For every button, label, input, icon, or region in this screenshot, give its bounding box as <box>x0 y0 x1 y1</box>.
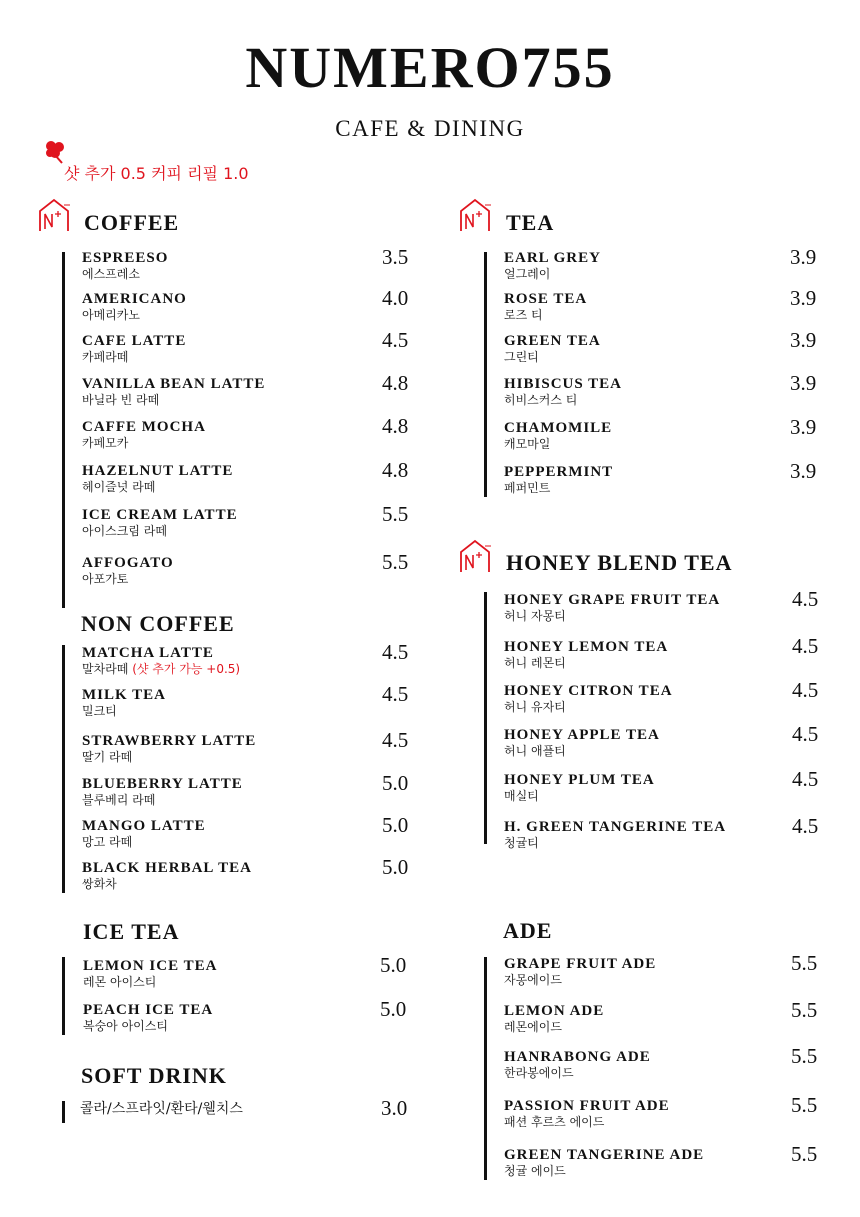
menu-item <box>82 249 168 282</box>
menu-item-korean-name: 블루베리 라떼 <box>82 793 156 807</box>
menu-item-price: 4.5 <box>792 767 819 791</box>
menu-item <box>80 1100 243 1118</box>
menu-item-korean-name: 레몬 아이스티 <box>83 975 157 989</box>
menu-item-korean-name: 캐모마일 <box>504 437 551 451</box>
menu-item-korean-name: 그린티 <box>504 350 539 364</box>
menu-item-korean-name: 로즈 티 <box>504 308 543 322</box>
menu-item <box>504 818 726 851</box>
menu-item-price: 5.5 <box>791 951 818 975</box>
menu-item-price: 4.5 <box>382 682 409 706</box>
menu-item-name: HONEY GRAPE FRUIT TEA <box>504 592 721 608</box>
menu-item-korean-name: 말차라떼 (샷 추가 가능 +0.5) <box>82 662 241 676</box>
menu-item-korean-name: 패션 후르츠 에이드 <box>504 1115 605 1129</box>
menu-item-korean-name: 얼그레이 <box>504 267 551 281</box>
section-title-soft-drink: SOFT DRINK <box>81 1063 227 1088</box>
section-title-honey: HONEY BLEND TEA <box>506 550 733 575</box>
menu-item-name: CAFE LATTE <box>82 333 187 349</box>
menu-item-korean-name: 레몬에이드 <box>504 1020 562 1034</box>
menu-item-name: HONEY APPLE TEA <box>504 727 660 743</box>
menu-item-name: PASSION FRUIT ADE <box>504 1098 670 1114</box>
section-divider-bar <box>62 645 65 893</box>
menu-item-name: BLACK HERBAL TEA <box>82 860 252 876</box>
menu-item-name: HAZELNUT LATTE <box>82 463 234 479</box>
section-title-ice-tea: ICE TEA <box>83 919 180 944</box>
house-logo-icon <box>457 197 493 233</box>
menu-item-name: ICE CREAM LATTE <box>82 507 238 523</box>
menu-item-price: 4.8 <box>382 414 409 438</box>
menu-item <box>504 726 660 759</box>
menu-item <box>504 1097 670 1130</box>
menu-item-name: LEMON ICE TEA <box>83 958 218 974</box>
menu-item-name: ESPREESO <box>82 250 169 266</box>
menu-item-note: (샷 추가 가능 +0.5) <box>128 662 241 676</box>
section-divider-bar <box>484 957 487 1180</box>
menu-item-korean-name: 밀크티 <box>82 704 117 718</box>
section-divider-bar <box>484 252 487 497</box>
menu-item-korean-name: 에스프레소 <box>82 267 140 281</box>
menu-item <box>82 554 174 587</box>
menu-item-price: 5.5 <box>791 1142 818 1166</box>
menu-item-name: GRAPE FRUIT ADE <box>504 956 657 972</box>
menu-item-name: GREEN TANGERINE ADE <box>504 1147 705 1163</box>
menu-item <box>82 462 233 495</box>
menu-item <box>504 955 656 988</box>
menu-item-korean-name: 아포가토 <box>82 572 129 586</box>
menu-item <box>504 375 622 408</box>
menu-item-price: 4.5 <box>382 328 409 352</box>
menu-item-korean-name: 매실티 <box>504 789 539 803</box>
menu-item <box>504 638 668 671</box>
menu-item-name: GREEN TEA <box>504 333 601 349</box>
menu-item-korean-name: 바닐라 빈 라떼 <box>82 393 160 407</box>
section-divider-bar <box>62 1101 65 1123</box>
menu-item-name: BLUEBERRY LATTE <box>82 776 243 792</box>
menu-item-korean-name: 허니 애플티 <box>504 744 566 758</box>
menu-item-price: 3.9 <box>790 286 817 310</box>
section-title-tea: TEA <box>506 210 555 235</box>
menu-item-price: 4.5 <box>792 814 819 838</box>
menu-item <box>82 817 206 850</box>
menu-item-korean-name: 청귤티 <box>504 836 539 850</box>
menu-item <box>83 1001 213 1034</box>
menu-item-price: 5.5 <box>382 502 409 526</box>
menu-item-price: 4.5 <box>382 640 409 664</box>
menu-item-price: 5.0 <box>382 813 409 837</box>
menu-item <box>82 644 240 677</box>
menu-item <box>504 290 587 323</box>
menu-item-name: HONEY PLUM TEA <box>504 772 655 788</box>
menu-item <box>504 1146 704 1179</box>
menu-item-korean-name: 복숭아 아이스티 <box>83 1019 168 1033</box>
menu-item-price: 4.5 <box>792 634 819 658</box>
menu-item-price: 4.8 <box>382 371 409 395</box>
menu-item-name: EARL GREY <box>504 250 601 266</box>
menu-item-name: PEACH ICE TEA <box>83 1002 214 1018</box>
menu-item-korean-name: 카페모카 <box>82 436 129 450</box>
menu-item-name: AMERICANO <box>82 291 187 307</box>
menu-item-price: 3.5 <box>382 245 409 269</box>
menu-item <box>82 418 206 451</box>
menu-item-price: 4.5 <box>792 587 819 611</box>
menu-item-name: STRAWBERRY LATTE <box>82 733 257 749</box>
menu-item-name: MATCHA LATTE <box>82 645 214 661</box>
menu-item-korean-name: 딸기 라떼 <box>82 750 133 764</box>
section-title-coffee: COFFEE <box>84 210 180 235</box>
menu-item-name: HANRABONG ADE <box>504 1049 651 1065</box>
menu-item-price: 4.5 <box>792 722 819 746</box>
menu-item-price: 5.0 <box>380 997 407 1021</box>
menu-item-price: 3.9 <box>790 245 817 269</box>
menu-item-korean-name: 쌍화차 <box>82 877 117 891</box>
menu-item-korean-name: 허니 자몽티 <box>504 609 566 623</box>
menu-item <box>504 1002 604 1035</box>
menu-item-korean-name: 헤이즐넛 라떼 <box>82 480 156 494</box>
menu-item <box>82 375 265 408</box>
notice-text: 샷 추가 0.5 커피 리필 1.0 <box>64 164 249 183</box>
house-logo-icon <box>36 197 72 233</box>
menu-item <box>504 1048 651 1081</box>
menu-item-korean-name: 카페라떼 <box>82 350 129 364</box>
menu-item-name: HONEY CITRON TEA <box>504 683 673 699</box>
menu-item <box>82 732 256 765</box>
menu-item-korean-name: 망고 라떼 <box>82 835 133 849</box>
menu-item-price: 5.0 <box>382 771 409 795</box>
menu-item <box>82 332 186 365</box>
menu-item-name: AFFOGATO <box>82 555 174 571</box>
menu-item-price: 4.0 <box>382 286 409 310</box>
menu-item-price: 4.8 <box>382 458 409 482</box>
menu-item-korean-name: 자몽에이드 <box>504 973 562 987</box>
menu-item-price: 5.0 <box>382 855 409 879</box>
section-divider-bar <box>484 592 487 844</box>
menu-item <box>504 771 655 804</box>
menu-item <box>504 419 612 452</box>
menu-item-price: 5.5 <box>791 1093 818 1117</box>
menu-item-korean-name: 허니 유자티 <box>504 700 566 714</box>
menu-item-name: VANILLA BEAN LATTE <box>82 376 266 392</box>
menu-item-name: ROSE TEA <box>504 291 588 307</box>
menu-item-name: CHAMOMILE <box>504 420 613 436</box>
menu-item-korean-name: 한라봉에이드 <box>504 1066 574 1080</box>
menu-item-price: 5.5 <box>791 1044 818 1068</box>
menu-item-korean-name: 청귤 에이드 <box>504 1164 566 1178</box>
menu-item-price: 3.9 <box>790 371 817 395</box>
menu-item <box>504 591 720 624</box>
menu-item-korean-name: 허니 레몬티 <box>504 656 566 670</box>
menu-item <box>82 775 243 808</box>
brand-tagline: CAFE & DINING <box>335 116 525 141</box>
section-title-ade: ADE <box>503 918 553 943</box>
menu-item-name: LEMON ADE <box>504 1003 605 1019</box>
menu-item-name: MILK TEA <box>82 687 166 703</box>
menu-item <box>504 249 601 282</box>
section-title-non-coffee: NON COFFEE <box>81 611 235 636</box>
menu-item <box>82 859 252 892</box>
section-divider-bar <box>62 957 65 1035</box>
menu-item-price: 3.9 <box>790 459 817 483</box>
menu-item <box>82 686 166 719</box>
menu-item-price: 3.9 <box>790 415 817 439</box>
menu-item-price: 4.5 <box>382 728 409 752</box>
menu-item <box>82 506 238 539</box>
menu-item-price: 5.0 <box>380 953 407 977</box>
menu-item-name: HONEY LEMON TEA <box>504 639 669 655</box>
menu-item-korean-name: 히비스커스 티 <box>504 393 578 407</box>
menu-item-price: 4.5 <box>792 678 819 702</box>
menu-item-name: CAFFE MOCHA <box>82 419 206 435</box>
menu-item <box>82 290 187 323</box>
brand-title: NUMERO755 <box>245 35 615 100</box>
house-logo-icon <box>457 538 493 574</box>
menu-item-price: 3.0 <box>381 1096 408 1120</box>
menu-item-korean-name: 페퍼민트 <box>504 481 551 495</box>
section-divider-bar <box>62 252 65 608</box>
menu-item-name: HIBISCUS TEA <box>504 376 623 392</box>
menu-item-name: 콜라/스프라잇/환타/웰치스 <box>80 1101 243 1117</box>
menu-item <box>504 332 601 365</box>
menu-item <box>83 957 217 990</box>
menu-item-price: 3.9 <box>790 328 817 352</box>
menu-item-name: H. GREEN TANGERINE TEA <box>504 819 727 835</box>
menu-item-korean-name: 아메리카노 <box>82 308 140 322</box>
menu-item-price: 5.5 <box>382 550 409 574</box>
menu-item-korean-name: 아이스크림 라떼 <box>82 524 167 538</box>
menu-item <box>504 463 613 496</box>
menu-item-price: 5.5 <box>791 998 818 1022</box>
menu-item-name: MANGO LATTE <box>82 818 206 834</box>
menu-item-name: PEPPERMINT <box>504 464 614 480</box>
menu-item <box>504 682 673 715</box>
